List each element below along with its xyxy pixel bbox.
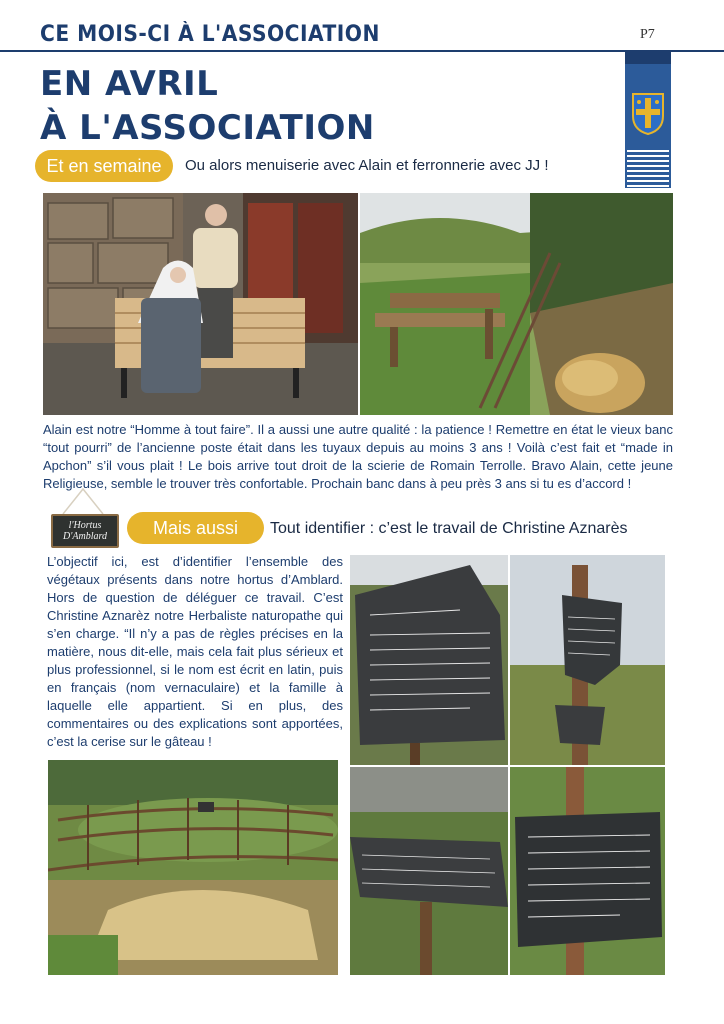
section1-caption: Ou alors menuiserie avec Alain et ferronnerie avec JJ ! (185, 157, 549, 174)
page-number: P7 (640, 27, 655, 42)
photo-garden-bench (360, 193, 673, 415)
sign-line2: D'Amblard (63, 531, 107, 542)
photo-slate-label-3 (350, 767, 508, 975)
photo-slate-label-4 (510, 767, 665, 975)
photo-slate-label-2 (510, 555, 665, 765)
hortus-sign (51, 514, 119, 548)
banner-stripes (627, 150, 669, 188)
section2-caption: Tout identifier : c’est le travail de Christine Aznarès (270, 520, 628, 537)
banner-top (625, 52, 671, 64)
section1-paragraph: Alain est notre “Homme à tout faire”. Il a aussi une autre qualité : la patience ! Remettre en état le vieux banc “tout pourri” de l’ancienne poste était dans les tuyaux depuis au moins 3 ans ! Voilà c’est fait et “made in Apchon” s’il vous plait ! Le bois arrive tout droit de la scierie de Romain Terrolle. Bravo Alain, cette jeune Religieuse, semble le trouver très confortable. Prochain banc dans à peu près 3 ans si tu es d’accord ! (43, 422, 673, 491)
section-pill-mais-aussi: Mais aussi (127, 512, 264, 544)
coat-of-arms-icon (631, 92, 665, 136)
section2-paragraph: L’objectif ici, est d’identifier l’ensemble des végétaux présents dans notre hortus d’Amblard. Hors de question de déléguer ce travail. C’est Christine Aznarèz notre Herbaliste naturopathe qui s’en charge. “Il n’y a pas de règles précises en la matière, nous dit-elle, mais cela fait plus sérieux et plus professionnel, si le nom est écrit en latin, puis en français (nom vernaculaire) et la famille à laquelle elle appartient. Si en plus, des commentaires ou des explications sont apportées, c’est la cerise sur le gâteau ! (47, 554, 343, 749)
section-header-title: CE MOIS-CI À L'ASSOCIATION (40, 22, 380, 47)
page-title-line2: À L'ASSOCIATION (40, 108, 375, 148)
photo-woven-bed (48, 760, 338, 975)
photo-slate-label-1 (350, 555, 508, 765)
page-title (40, 62, 375, 150)
page-title-line1: EN AVRIL (40, 64, 219, 104)
section-pill-et-en-semaine: Et en semaine (35, 150, 173, 182)
sign-string-icon (60, 487, 106, 515)
sign-line1: l'Hortus (68, 520, 102, 531)
header-divider (0, 50, 724, 52)
photo-bench-nun (43, 193, 358, 415)
